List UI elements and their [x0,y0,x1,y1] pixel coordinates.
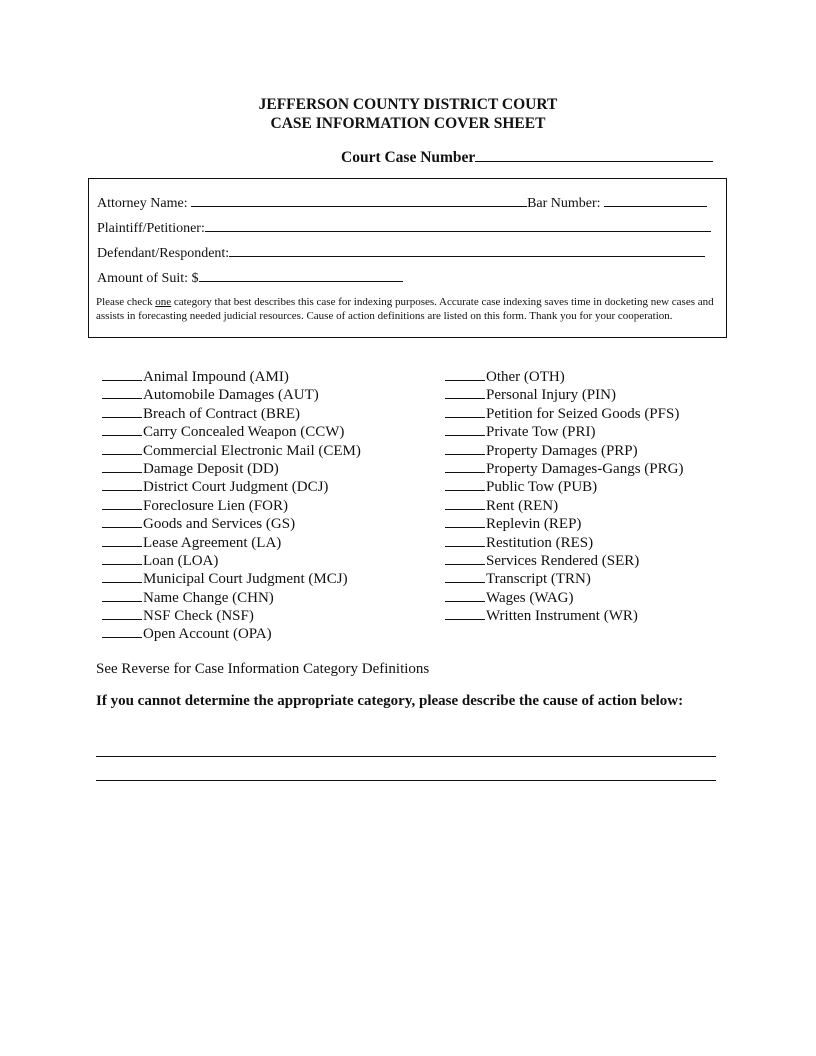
category-item [445,496,683,514]
category-item [445,551,683,569]
category-item [445,422,683,440]
category-label: Petition for Seized Goods (PFS) [486,405,680,422]
plaintiff-row [97,219,711,237]
category-label: Goods and Services (GS) [143,516,296,533]
category-label: Wages (WAG) [486,589,574,606]
category-checkbox-line[interactable] [102,385,142,399]
category-item [445,514,683,532]
category-checkbox-line[interactable] [445,551,485,565]
category-checkbox-line[interactable] [102,477,142,491]
court-name: JEFFERSON COUNTY DISTRICT COURT [258,96,558,113]
category-label: Rent (REN) [486,497,559,514]
category-item [445,477,683,495]
category-checkbox-line[interactable] [102,551,142,565]
category-label: Breach of Contract (BRE) [143,405,301,422]
category-checkbox-line[interactable] [102,588,142,602]
category-item [445,588,683,606]
plaintiff-field[interactable] [205,219,711,232]
description-line-2[interactable] [96,780,716,781]
form-title: CASE INFORMATION COVER SHEET [270,115,546,132]
category-checkbox-line[interactable] [102,422,142,436]
bar-number-label: Bar Number: [527,196,601,211]
category-checkbox-line[interactable] [102,624,142,638]
bar-number-field[interactable] [604,194,707,207]
category-item [102,569,361,587]
category-checkbox-line[interactable] [445,606,485,620]
category-label: Services Rendered (SER) [486,552,640,569]
category-label: Municipal Court Judgment (MCJ) [143,571,348,588]
category-item [102,533,361,551]
category-label: Open Account (OPA) [143,626,272,643]
category-checkbox-line[interactable] [445,422,485,436]
category-item [102,514,361,532]
defendant-label: Defendant/Respondent: [97,246,230,261]
category-label: Property Damages-Gangs (PRG) [486,460,684,477]
attorney-row [97,194,707,212]
category-label: Written Instrument (WR) [486,608,638,625]
category-checkbox-line[interactable] [102,606,142,620]
category-checkbox-line[interactable] [445,496,485,510]
category-label: Private Tow (PRI) [486,424,596,441]
category-item [445,385,683,403]
category-checkbox-line[interactable] [445,441,485,455]
category-label: Property Damages (PRP) [486,442,638,459]
category-item [102,588,361,606]
description-line-1[interactable] [96,756,716,757]
case-number-line[interactable] [475,146,713,162]
category-checkbox-line[interactable] [102,533,142,547]
category-checkbox-line[interactable] [102,569,142,583]
category-label: Carry Concealed Weapon (CCW) [143,424,345,441]
category-item [445,367,683,385]
category-checkbox-line[interactable] [445,404,485,418]
category-label: Restitution (RES) [486,534,594,551]
case-number-label: Court Case Number [341,149,476,166]
category-checkbox-line[interactable] [102,441,142,455]
describe-note: If you cannot determine the appropriate category, please describe the cause of action below: [96,693,684,709]
category-item [445,569,683,587]
category-checkbox-line[interactable] [102,496,142,510]
defendant-row [97,244,705,262]
category-label: Personal Injury (PIN) [486,387,616,404]
category-column-left [102,367,361,643]
category-label: Public Tow (PUB) [486,479,598,496]
category-item [102,422,361,440]
category-label: Loan (LOA) [143,552,219,569]
amount-row [97,269,403,287]
category-label: Replevin (REP) [486,516,582,533]
category-checkbox-line[interactable] [445,477,485,491]
category-label: Transcript (TRN) [486,571,591,588]
category-checkbox-line[interactable] [445,385,485,399]
plaintiff-label: Plaintiff/Petitioner: [97,221,205,236]
category-label: NSF Check (NSF) [143,608,254,625]
category-label: Animal Impound (AMI) [143,369,289,385]
category-label: Damage Deposit (DD) [143,460,279,477]
instructions-emphasis: one [155,296,172,308]
category-item [445,606,683,624]
category-checkbox-line[interactable] [102,514,142,528]
category-checkbox-line[interactable] [102,367,142,381]
category-label: Name Change (CHN) [143,589,274,606]
category-item [445,533,683,551]
category-item [102,367,361,385]
category-item [102,459,361,477]
category-label: District Court Judgment (DCJ) [143,479,329,496]
category-checkbox-line[interactable] [445,569,485,583]
category-item [102,624,361,642]
category-item [445,404,683,422]
category-item [102,551,361,569]
category-item [102,404,361,422]
category-item [102,441,361,459]
category-item [102,496,361,514]
category-label: Automobile Damages (AUT) [143,387,319,404]
category-checkbox-line[interactable] [102,404,142,418]
instructions-post: category that best describes this case for indexing purposes. Accurate case indexing saves time in docketing new cases and assists in forecasting needed judicial resources. Cause of action definitions are listed on this form. Thank you for your cooperation. [96,296,714,322]
category-item [102,477,361,495]
category-label: Commercial Electronic Mail (CEM) [143,442,361,459]
party-info-box [88,178,727,338]
case-number-field[interactable] [341,146,713,167]
category-column-right [445,367,683,624]
category-checkbox-line[interactable] [445,459,485,473]
category-checkbox-line[interactable] [445,514,485,528]
category-label: Foreclosure Lien (FOR) [143,497,288,514]
instructions [96,295,721,323]
category-checkbox-line[interactable] [102,459,142,473]
instructions-pre: Please check [96,296,156,308]
defendant-field[interactable] [229,244,705,257]
category-item [102,385,361,403]
attorney-name-field[interactable] [191,194,527,207]
category-checkbox-line[interactable] [445,588,485,602]
amount-label: Amount of Suit: $ [97,271,199,286]
category-checkbox-line[interactable] [445,533,485,547]
category-item [445,459,683,477]
category-checkbox-line[interactable] [445,367,485,381]
category-label: Other (OTH) [486,369,565,385]
reverse-note: See Reverse for Case Information Category Definitions [96,661,430,677]
category-item [445,441,683,459]
category-label: Lease Agreement (LA) [143,534,282,551]
category-item [102,606,361,624]
amount-field[interactable] [199,269,403,282]
attorney-label: Attorney Name: [97,196,188,211]
